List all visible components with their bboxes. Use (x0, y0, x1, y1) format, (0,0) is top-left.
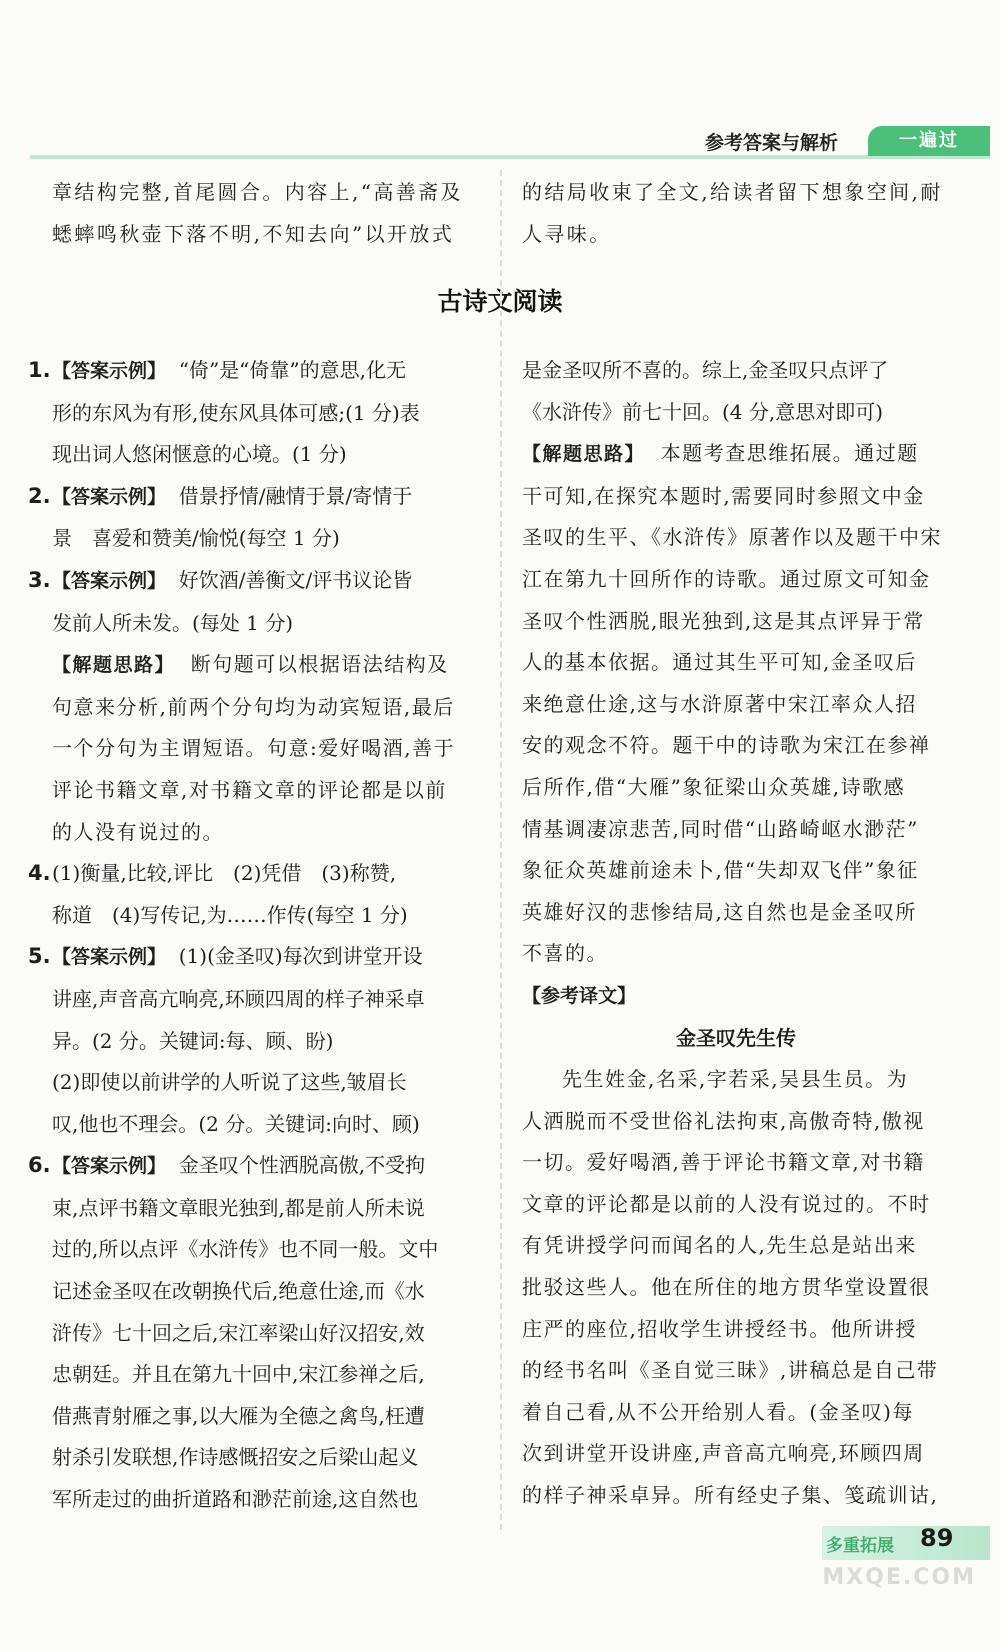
header-label: 参考答案与解析 (705, 132, 839, 154)
answer-tag: 【答案示例】 (52, 946, 167, 969)
text-line: 英雄好汉的悲惨结局,这自然也是金圣叹所 (522, 899, 917, 924)
translation-title: 金圣叹先生传 (676, 1025, 796, 1050)
text-line: 圣叹的生平、《水浒传》原著作以及题干中宋 (522, 525, 942, 550)
page-number: 89 (920, 1524, 954, 1552)
text-line: 一切。爱好喝酒,善于评论书籍文章,对书籍 (522, 1150, 925, 1175)
text-line: 的人没有说过的。 (52, 819, 224, 844)
text-line: 先生姓金,名采,字若采,吴县生员。为 (562, 1067, 909, 1092)
analysis-tag: 【解题思路】 (522, 443, 646, 466)
right-column (522, 350, 950, 1517)
text-line: “倚”是“倚靠”的意思,化无 (178, 358, 406, 382)
text-line: 景 喜爱和赞美/愉悦(每空 1 分) (52, 526, 340, 551)
analysis-item (522, 433, 950, 476)
text-line: 蟋蟀鸣秋壶下落不明,不知去向”以开放式 (52, 221, 455, 246)
text-line: (2)即使以前讲学的人听说了这些,皱眉长 (52, 1070, 407, 1095)
text-line: 好饮酒/善衡文/评书议论皆 (178, 567, 413, 592)
text-line: 借燕青射雁之事,以大雁为全德之禽鸟,枉遭 (52, 1403, 425, 1428)
translation-tag: 【参考译文】 (522, 984, 637, 1007)
text-line: 文章的评论都是以前的人没有说过的。不时 (522, 1191, 931, 1216)
text-line: 次到讲堂开设讲座,声音高亢响亮,环顾四周 (522, 1441, 925, 1466)
text-line: 人洒脱而不受世俗礼法拘束,高傲奇特,傲视 (522, 1108, 925, 1133)
text-line: 现出词人悠闲惬意的心境。(1 分) (52, 442, 347, 467)
watermark: MXQE.COM (822, 1565, 976, 1590)
text-line: 句意来分析,前两个分句均为动宾短语,最后 (52, 694, 455, 719)
question-number: 5. (28, 944, 51, 969)
header-tab: 一遍过 (868, 126, 990, 156)
question-number: 4. (28, 861, 51, 886)
text-line: (1)衡量,比较,评比 (2)凭借 (3)称赞, (52, 861, 397, 886)
text-line: 的结局收束了全文,给读者留下想象空间,耐 (522, 180, 943, 204)
text-line: 不喜的。 (522, 941, 608, 966)
text-line: 断句题可以根据语法结构及 (190, 652, 449, 677)
question-number: 3. (28, 567, 51, 592)
text-line: 束,点评书籍文章眼光独到,都是前人所未说 (52, 1195, 425, 1220)
text-line: 过的,所以点评《水浒传》也不同一般。文中 (52, 1237, 439, 1262)
left-column (28, 350, 480, 1521)
text-line: 军所走过的曲折道路和渺茫前途,这自然也 (52, 1487, 419, 1512)
text-line: 忠朝廷。并且在第九十回中,宋江参禅之后, (52, 1362, 425, 1387)
analysis-item (52, 644, 480, 687)
text-line: (1)(金圣叹)每次到讲堂开设 (178, 944, 423, 969)
answer-tag: 【答案示例】 (52, 1155, 167, 1178)
text-line: 江在第九十回所作的诗歌。通过原文可知金 (522, 566, 931, 591)
text-line: 称道 (4)写传记,为……作传(每空 1 分) (52, 902, 408, 927)
answer-item (28, 1145, 480, 1188)
section-title: 古诗文阅读 (437, 287, 563, 316)
question-number: 2. (28, 483, 51, 508)
answer-tag: 【答案示例】 (52, 360, 167, 382)
footer-label: 多重拓展 (826, 1536, 894, 1556)
text-line: 情基调凄凉悲苦,同时借“山路崎岖水渺茫” (522, 816, 919, 841)
text-line: 后所作,借“大雁”象征梁山众英雄,诗歌感 (522, 774, 906, 799)
question-number: 1. (28, 358, 51, 382)
text-line: 浒传》七十回之后,宋江率梁山好汉招安,效 (52, 1320, 425, 1345)
answer-item (28, 476, 480, 519)
text-line: 着自己看,从不公开给别人看。(金圣叹)每 (522, 1399, 914, 1424)
text-line: 记述金圣叹在改朝换代后,绝意仕途,而《水 (52, 1279, 425, 1304)
text-line: 评论书籍文章,对书籍文章的评论都是以前 (52, 777, 447, 802)
text-line: 的样子神采卓异。所有经史子集、笺疏训诂, (522, 1483, 939, 1508)
text-line: 来绝意仕途,这与水浒原著中宋江率众人招 (522, 691, 917, 716)
answer-tag: 【答案示例】 (52, 569, 167, 592)
text-line: 本题考查思维拓展。通过题 (660, 441, 919, 466)
text-line: 庄严的座位,招收学生讲授经书。他所讲授 (522, 1316, 917, 1341)
text-line: 有凭讲授学问而闻名的人,先生总是站出来 (522, 1233, 917, 1258)
answer-item (28, 560, 480, 603)
top-left-text (52, 172, 480, 255)
column-divider (500, 170, 502, 1530)
translation-tag-line (522, 975, 950, 1018)
text-line: 象征众英雄前途未卜,借“失却双飞伴”象征 (522, 858, 919, 883)
text-line: 叹,他也不理会。(2 分。关键词:向时、顾) (52, 1111, 420, 1136)
answer-item (28, 936, 480, 979)
text-line: 的经书名叫《圣自觉三昧》,讲稿总是自己带 (522, 1358, 939, 1383)
text-line: 章结构完整,首尾圆合。内容上,“高善斋及 (52, 180, 463, 204)
question-number: 6. (28, 1153, 51, 1178)
answer-item (28, 853, 480, 895)
text-line: 批驳这些人。他在所住的地方贯华堂设置很 (522, 1275, 931, 1300)
text-line: 人寻味。 (522, 221, 612, 246)
text-line: 讲座,声音高亢响亮,环顾四周的样子神采卓 (52, 986, 425, 1011)
text-line: 发前人所未发。(每处 1 分) (52, 610, 294, 635)
text-line: 安的观念不符。题干中的诗歌为宋江在参禅 (522, 733, 931, 758)
text-line: 是金圣叹所不喜的。综上,金圣叹只点评了 (522, 358, 889, 382)
header-rule (30, 155, 990, 159)
analysis-tag: 【解题思路】 (52, 654, 176, 677)
text-line: 圣叹个性洒脱,眼光独到,这是其点评异于常 (522, 608, 925, 633)
text-line: 形的东风为有形,使东风具体可感;(1 分)表 (52, 400, 420, 425)
text-line: 干可知,在探究本题时,需要同时参照文中金 (522, 483, 925, 508)
text-line: 射杀引发联想,作诗感慨招安之后梁山起义 (52, 1445, 419, 1470)
text-line: 《水浒传》前七十回。(4 分,意思对即可) (522, 399, 884, 424)
text-line: 金圣叹个性洒脱高傲,不受拘 (178, 1153, 426, 1178)
text-line: 异。(2 分。关键词:每、顾、盼) (52, 1028, 334, 1053)
text-line: 借景抒情/融情于景/寄情于 (178, 483, 413, 508)
answer-item (28, 350, 480, 393)
top-right-text (522, 172, 950, 255)
text-line: 一个分句为主谓短语。句意:爱好喝酒,善于 (52, 736, 456, 761)
answer-tag: 【答案示例】 (52, 485, 167, 508)
text-line: 人的基本依据。通过其生平可知,金圣叹后 (522, 650, 917, 675)
